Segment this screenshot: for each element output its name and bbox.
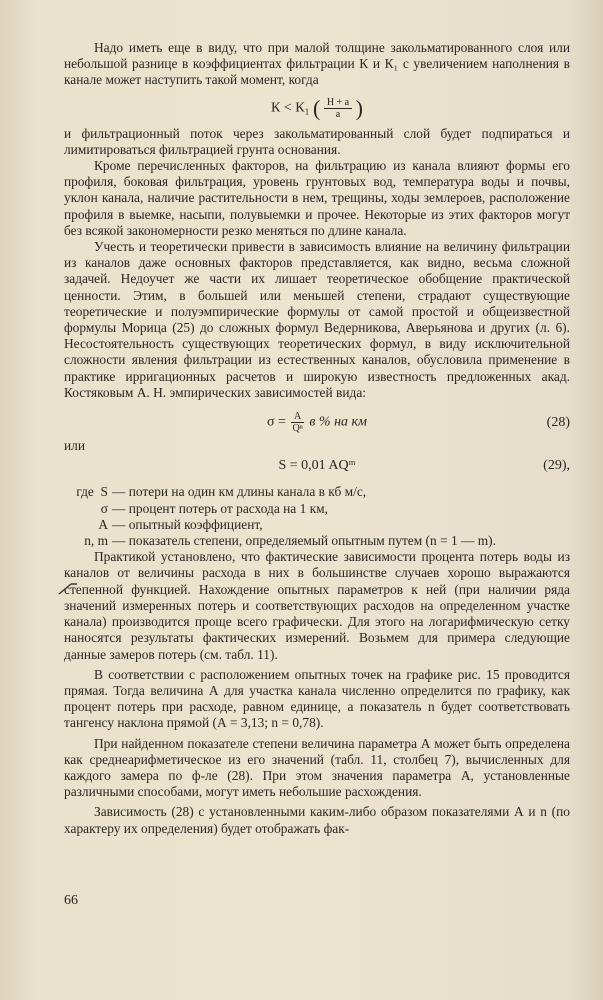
fraction-denominator: a [335, 108, 341, 120]
fraction-numerator: H + a [324, 97, 352, 109]
definition-row [64, 517, 570, 533]
definition-text: — опытный коэффициент, [112, 516, 263, 532]
definition-text: — показатель степени, определяемый опытным путем (n = 1 — m). [112, 533, 496, 549]
text-block [64, 40, 570, 837]
formula-28-units: в % на км [309, 414, 367, 430]
formula-29-body: S = 0,01 AQᵐ [278, 458, 356, 474]
definition-text: — потери на один км длины канала в кб м/с, [112, 484, 367, 500]
definition-symbol: A [98, 516, 108, 532]
formula-inequality-fraction [324, 97, 352, 120]
formula-29 [64, 458, 570, 474]
pencil-mark-icon [57, 582, 79, 596]
paragraph-3: Кроме перечисленных факторов, на фильтрацию из канала влияют формы его профиля, боковая фильтрация, уровень грунтовых вод, температура воды и почвы, уклон канала, наличие растительности в нем, трещины, ходы землероев, расположение профиля в выемке, насыпи, полувыемки и прочее. Некоторые из этих факторов могут без всякой закономерности резко меняться по длине канала. [64, 158, 570, 238]
symbol-definitions [64, 484, 570, 549]
fraction-denominator: Qⁿ [292, 423, 303, 435]
definition-row [64, 484, 570, 500]
definition-text: — процент потерь от расхода на 1 км, [112, 500, 328, 516]
formula-28-fraction [289, 411, 305, 434]
formula-28 [64, 411, 570, 434]
paragraph-5: Практикой установлено, что фактические зависимости процента потерь воды из каналов от величины расхода в них в большинстве случаев хорошо выражаются степенной функцией. Нахождение опытных параметров к ней (при наличии ряда значений измеренных потерь и соответствующих расходов на определенном участке канала) производится проще всего графически. Для этого на логарифмическую сетку наносятся результаты фактических измерений. Возьмем для примера следующие данные замеров потерь (см. табл. 11). [64, 549, 570, 662]
paragraph-2: и фильтрационный поток через закольматированный слой будет подпираться и лимитироваться фильтрацией грунта основания. [64, 125, 570, 157]
definition-symbol: σ [100, 500, 108, 516]
formula-28-sigma: σ = [267, 414, 286, 430]
definition-symbol: n, m [84, 533, 108, 549]
page-number: 66 [64, 893, 78, 908]
paragraph-8: Зависимость (28) с установленными каким-либо образом показателями А и n (по характеру их определения) будет отображать фак- [64, 804, 570, 836]
left-paren: ( [312, 95, 321, 120]
or-word: или [64, 438, 86, 454]
right-paren: ) [355, 95, 363, 120]
formula-inequality [64, 97, 570, 120]
equation-number-28: (28) [546, 414, 570, 430]
formula-inequality-left: К < К₁ [271, 100, 310, 116]
paragraph-4: Учесть и теоретически привести в зависимость влияние на величину фильтрации из каналов даже основных факторов представляется, как видно, весьма сложной задачей. Недоучет же части их лишает теоретическое обобщение практической ценности. Этим, в большей или меньшей степени, страдают существующие теоретические и полуэмпирические формулы от самой простой и общеизвестной формулы Морица (25) до сложных формул Ведерникова, Аверьянова и других (л. 6). Несостоятельность существующих теоретических формул, в виду исключительной сложности явления фильтрации из естественных каналов, обусловила применение в практике ирригационных расчетов и широкую известность предложенных акад. Костяковым А. Н. эмпирических зависимостей вида: [64, 239, 570, 400]
paragraph-6: В соответствии с расположением опытных точек на графике рис. 15 проводится прямая. Тогда величина А для участка канала численно определится по графику, как процент потерь при расходе, равном единице, а показатель n будет соответствовать тангенсу наклона прямой (А = 3,13; n = 0,78). [64, 666, 570, 731]
paragraph-7: При найденном показателе степени величина параметра А может быть определена как среднеарифметическое из его значений (табл. 11, столбец 7), вычисленных для каждого замера по ф-ле (28). При этом значения параметра А, установленные различными способами, могут иметь небольшие расхождения. [64, 735, 570, 800]
definition-row [64, 533, 570, 549]
fraction-numerator: A [291, 411, 304, 423]
definition-row [64, 501, 570, 517]
where-word: где S [76, 484, 108, 500]
paragraph-1: Надо иметь еще в виду, что при малой толщине закольматированного слоя или небольшой разнице в коэффициентах фильтрации К и К₁ с увеличением наполнения в канале может наступить такой момент, когда [64, 40, 570, 88]
equation-number-29: (29), [543, 458, 570, 474]
